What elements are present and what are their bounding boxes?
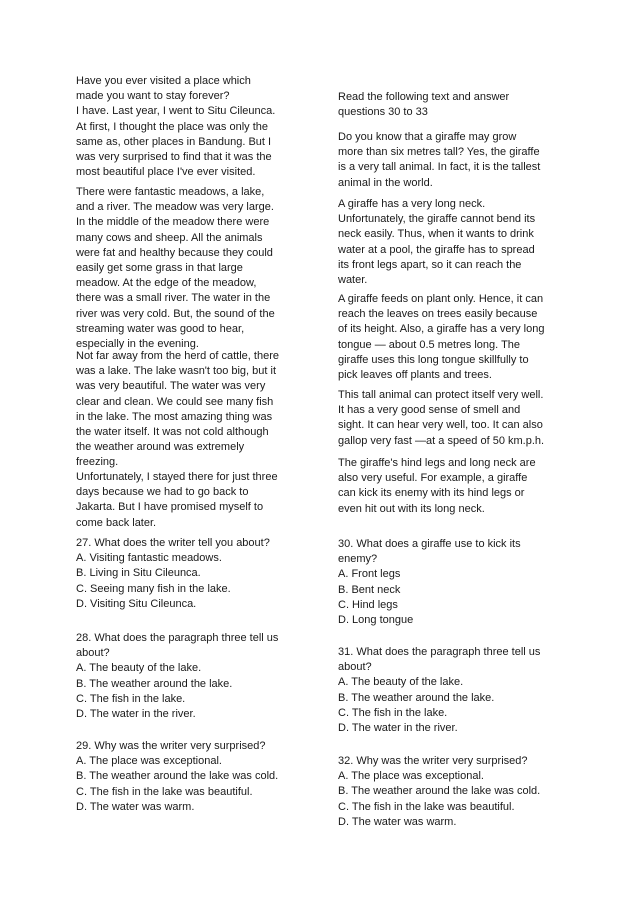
question-31-line: D. The water in the river.: [338, 722, 458, 735]
question-27-line: 27. What does the writer tell you about?: [76, 537, 270, 549]
question-29-line: 29. Why was the writer very surprised?: [76, 740, 266, 752]
paragraph-conclusion-line: come back later.: [76, 516, 157, 529]
paragraph-giraffe-food-line: giraffe uses this long tongue skillfully to: [338, 353, 529, 366]
question-30-line: 30. What does a giraffe use to kick its: [338, 538, 521, 550]
paragraph-visit-intro-line: most beautiful place I've ever visited.: [76, 166, 256, 179]
question-30-line: enemy?: [338, 553, 378, 566]
paragraph-conclusion-line: Jakarta. But I have promised myself to: [76, 501, 264, 514]
paragraph-giraffe-neck-line: neck easily. Thus, when it wants to drink: [338, 228, 534, 241]
paragraph-giraffe-height-line: more than six metres tall? Yes, the giraffe: [338, 146, 540, 159]
paragraph-lake-line: was a lake. The lake wasn't too big, but it: [76, 365, 277, 378]
question-29-line: D. The water was warm.: [76, 800, 195, 813]
question-28: [76, 631, 306, 722]
paragraph-giraffe-height-line: is a very tall animal. In fact, it is the tallest: [338, 161, 541, 174]
paragraph-meadows-line: easily get some grass in that large: [76, 262, 243, 275]
question-28-line: C. The fish in the lake.: [76, 692, 186, 705]
paragraph-visit-intro-line: was very surprised to find that it was the: [76, 151, 272, 164]
paragraph-giraffe-food-line: of its height. Also, a giraffe has a very long: [338, 323, 545, 336]
paragraph-lake-line: freezing.: [76, 456, 119, 469]
question-32-line: B. The weather around the lake was cold.: [338, 785, 541, 798]
paragraph-visit-intro-line: At first, I thought the place was only the: [76, 120, 268, 133]
question-28-line: D. The water in the river.: [76, 708, 196, 721]
question-32-line: 32. Why was the writer very surprised?: [338, 755, 528, 767]
paragraph-giraffe-defense-line: also very useful. For example, a giraffe: [338, 472, 528, 485]
paragraph-meadows-line: There were fantastic meadows, a lake,: [76, 186, 265, 198]
paragraph-giraffe-neck-line: A giraffe has a very long neck.: [338, 198, 486, 210]
question-31-line: B. The weather around the lake.: [338, 691, 495, 704]
paragraph-giraffe-defense: [338, 456, 568, 517]
question-30-line: A. Front legs: [338, 568, 401, 581]
question-32-line: A. The place was exceptional.: [338, 770, 484, 783]
question-31-line: about?: [338, 661, 372, 674]
question-32-line: D. The water was warm.: [338, 815, 457, 828]
paragraph-giraffe-height-line: animal in the world.: [338, 176, 433, 189]
question-29-line: C. The fish in the lake was beautiful.: [76, 785, 253, 798]
paragraph-giraffe-height: [338, 130, 568, 191]
paragraph-meadows-line: especially in the evening.: [76, 338, 199, 351]
paragraph-lake-line: in the lake. The most amazing thing was: [76, 410, 273, 423]
question-28-line: 28. What does the paragraph three tell us: [76, 632, 279, 644]
paragraph-giraffe-height-line: Do you know that a giraffe may grow: [338, 131, 517, 143]
paragraph-meadows-line: many cows and sheep. All the animals: [76, 231, 263, 244]
question-29-line: A. The place was exceptional.: [76, 755, 222, 768]
question-30-line: C. Hind legs: [338, 598, 398, 611]
paragraph-visit-intro-line: same as, other places in Bandung. But I: [76, 135, 272, 148]
paragraph-giraffe-senses-line: gallop very fast —at a speed of 50 km.p.h.: [338, 434, 545, 447]
question-28-line: A. The beauty of the lake.: [76, 662, 202, 675]
paragraph-lake-line: Not far away from the herd of cattle, there: [76, 350, 279, 362]
paragraph-meadows-line: meadow. At the edge of the meadow,: [76, 277, 257, 290]
paragraph-giraffe-food-line: reach the leaves on trees easily because: [338, 308, 538, 321]
question-32: [338, 754, 568, 830]
paragraph-meadows-line: river was very cold. But, the sound of the: [76, 307, 275, 320]
question-27-line: D. Visiting Situ Cileunca.: [76, 597, 197, 610]
paragraph-giraffe-defense-line: even hit out with its long neck.: [338, 502, 485, 515]
paragraph-giraffe-neck-line: its front legs apart, so it can reach the: [338, 258, 522, 271]
paragraph-visit-intro-line: I have. Last year, I went to Situ Cileunca.: [76, 105, 276, 118]
paragraph-giraffe-senses-line: It has a very good sense of smell and: [338, 404, 521, 417]
paragraph-lake: [76, 349, 306, 471]
paragraph-giraffe-neck-line: water at a pool, the giraffe has to spread: [338, 243, 535, 256]
question-30-line: D. Long tongue: [338, 614, 414, 627]
instructions: [338, 90, 568, 120]
paragraph-visit-intro-line: made you want to stay forever?: [76, 90, 230, 103]
question-31-line: A. The beauty of the lake.: [338, 676, 464, 689]
question-28-line: about?: [76, 647, 110, 660]
paragraph-meadows-line: there was a small river. The water in the: [76, 292, 271, 305]
paragraph-giraffe-food-line: tongue — about 0.5 metres long. The: [338, 338, 521, 351]
paragraph-meadows-line: In the middle of the meadow there were: [76, 216, 270, 229]
instructions-line: questions 30 to 33: [338, 106, 428, 119]
question-27-line: C. Seeing many fish in the lake.: [76, 582, 231, 595]
paragraph-visit-intro-line: Have you ever visited a place which: [76, 75, 251, 87]
question-31: [338, 645, 568, 736]
paragraph-meadows-line: streaming water was good to hear,: [76, 322, 245, 335]
paragraph-meadows-line: and a river. The meadow was very large.: [76, 201, 274, 214]
paragraph-giraffe-food-line: pick leaves off plants and trees.: [338, 369, 492, 382]
question-30-line: B. Bent neck: [338, 583, 401, 596]
question-27: [76, 536, 306, 612]
paragraph-giraffe-senses-line: sight. It can hear very well, too. It can also: [338, 419, 543, 432]
question-31-line: C. The fish in the lake.: [338, 706, 448, 719]
question-29-line: B. The weather around the lake was cold.: [76, 770, 279, 783]
question-28-line: B. The weather around the lake.: [76, 677, 233, 690]
paragraph-conclusion-line: Unfortunately, I stayed there for just three: [76, 471, 278, 483]
paragraph-giraffe-senses-line: This tall animal can protect itself very well.: [338, 389, 544, 401]
paragraph-conclusion: [76, 470, 306, 531]
paragraph-giraffe-defense-line: can kick its enemy with its hind legs or: [338, 487, 525, 500]
question-30: [338, 537, 568, 628]
paragraph-giraffe-neck-line: Unfortunately, the giraffe cannot bend its: [338, 213, 536, 226]
paragraph-lake-line: was very beautiful. The water was very: [76, 380, 266, 393]
paragraph-visit-intro: [76, 74, 306, 180]
paragraph-conclusion-line: days because we had to go back to: [76, 486, 249, 499]
question-32-line: C. The fish in the lake was beautiful.: [338, 800, 515, 813]
paragraph-meadows-line: were fat and healthy because they could: [76, 246, 273, 259]
paragraph-giraffe-defense-line: The giraffe's hind legs and long neck are: [338, 457, 536, 469]
question-29: [76, 739, 306, 815]
paragraph-lake-line: the weather around was extremely: [76, 441, 245, 454]
paragraph-giraffe-food: [338, 292, 568, 383]
question-31-line: 31. What does the paragraph three tell us: [338, 646, 541, 658]
paragraph-giraffe-neck: [338, 197, 568, 288]
paragraph-lake-line: the water itself. It was not cold although: [76, 426, 269, 439]
instructions-line: Read the following text and answer: [338, 91, 510, 103]
paragraph-meadows: [76, 185, 306, 352]
paragraph-giraffe-food-line: A giraffe feeds on plant only. Hence, it can: [338, 293, 544, 305]
question-27-line: A. Visiting fantastic meadows.: [76, 552, 222, 565]
paragraph-giraffe-senses: [338, 388, 568, 449]
question-27-line: B. Living in Situ Cileunca.: [76, 567, 201, 580]
paragraph-lake-line: clear and clean. We could see many fish: [76, 395, 274, 408]
paragraph-giraffe-neck-line: water.: [338, 274, 368, 287]
